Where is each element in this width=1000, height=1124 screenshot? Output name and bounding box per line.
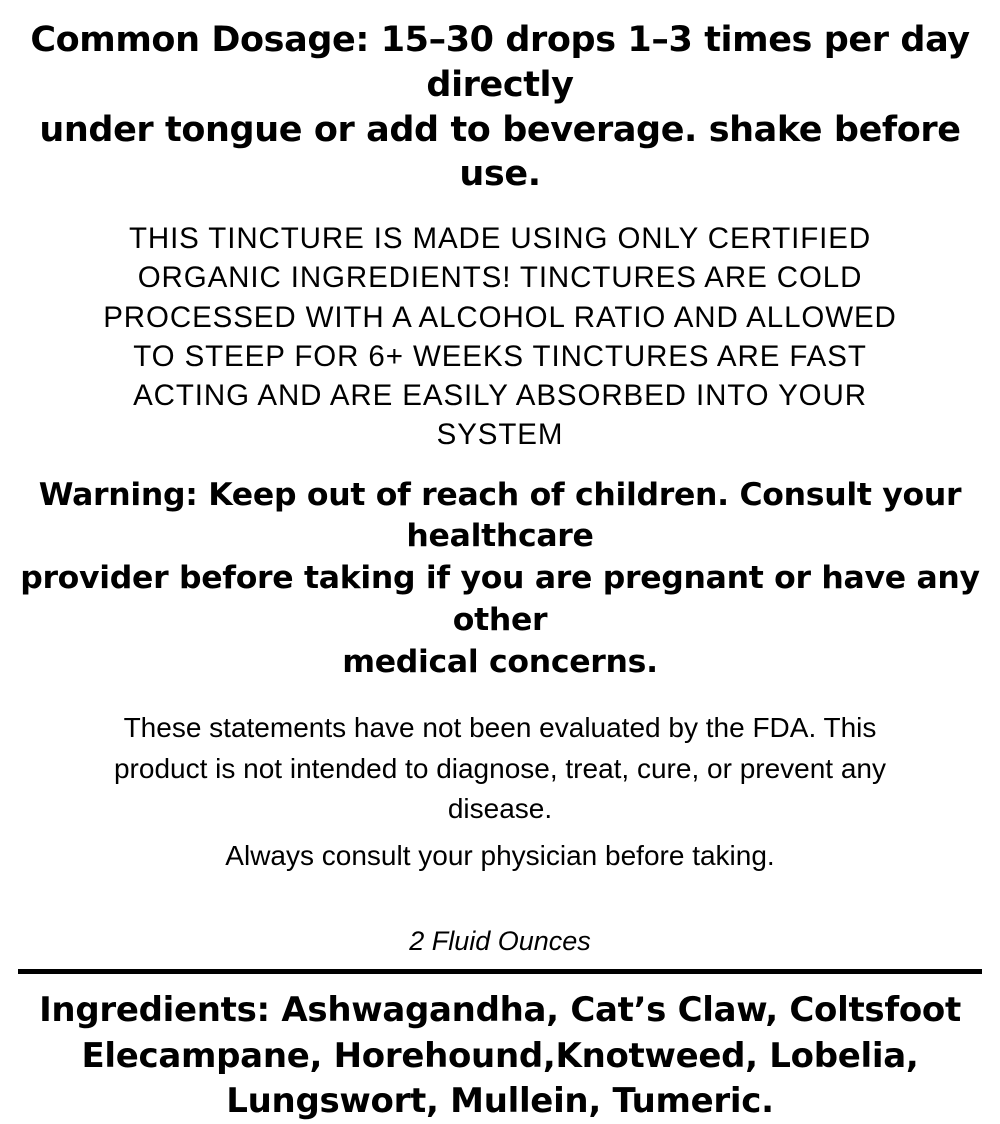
ingredients-line-1: Ingredients: Ashwagandha, Cat’s Claw, Coltsfoot — [39, 990, 961, 1031]
tincture-info-line-2: ORGANIC INGREDIENTS! TINCTURES ARE COLD — [137, 261, 863, 295]
dosage-instructions — [24, 18, 976, 197]
warning-line-1: Warning: Keep out of reach of children. Consult your healthcare — [38, 476, 962, 555]
tincture-info-line-4: TO STEEP FOR 6+ WEEKS TINCTURES ARE FAST — [133, 339, 867, 373]
ingredients-line-2: Elecampane, Horehound,Knotweed, Lobelia, — [81, 1035, 919, 1076]
ingredients-list — [24, 988, 976, 1124]
warning-text — [20, 475, 980, 684]
fda-line-2: product is not intended to diagnose, treat, cure, or prevent any — [113, 752, 887, 784]
divider — [18, 969, 982, 974]
physician-note: Always consult your physician before taking. — [225, 839, 775, 871]
tincture-info-line-5: ACTING AND ARE EASILY ABSORBED INTO YOUR — [133, 379, 867, 413]
dosage-line-2: under tongue or add to beverage. shake before use. — [39, 109, 961, 195]
fda-line-3: disease. — [447, 793, 553, 825]
tincture-info-line-6: SYSTEM — [436, 418, 564, 452]
warning-line-3: medical concerns. — [342, 644, 658, 681]
warning-line-2: provider before taking if you are pregnant or have any other — [20, 560, 980, 639]
fda-disclaimer — [48, 708, 952, 830]
fda-line-1: These statements have not been evaluated by the FDA. This — [123, 712, 877, 744]
dosage-line-1: Common Dosage: 15–30 drops 1–3 times per day directly — [30, 20, 970, 105]
tincture-info-line-3: PROCESSED WITH A ALCOHOL RATIO AND ALLOWED — [103, 300, 897, 334]
tincture-info-line-1: THIS TINCTURE IS MADE USING ONLY CERTIFIED — [128, 222, 872, 256]
ingredients-line-3: Lungswort, Mullein, Tumeric. — [226, 1080, 774, 1121]
tincture-info — [40, 219, 960, 454]
net-volume: 2 Fluid Ounces — [409, 926, 591, 957]
